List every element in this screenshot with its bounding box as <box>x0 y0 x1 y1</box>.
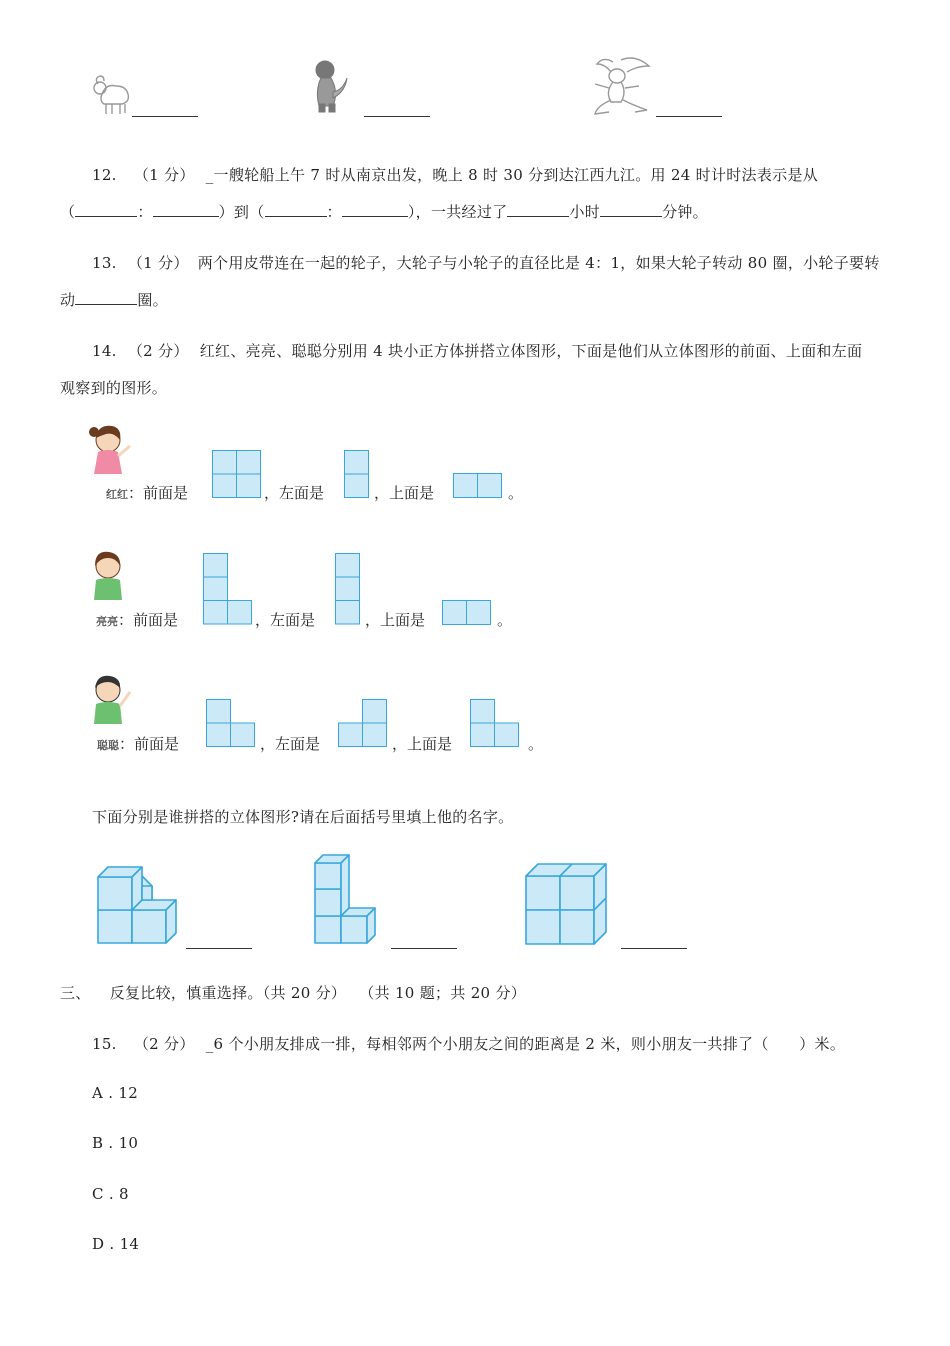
honghong-front-view <box>212 450 262 498</box>
blank-3[interactable] <box>656 116 722 117</box>
q12-paren-open: （ <box>60 203 76 221</box>
liangliang-left-view <box>335 553 361 625</box>
honghong-left-view <box>344 450 370 498</box>
q13-score: （1 分） <box>127 254 189 272</box>
cube-figure-1 <box>96 862 184 946</box>
dog-drawing <box>305 58 355 114</box>
q12-score: （1 分） <box>133 166 195 184</box>
cube-figure-3 <box>524 862 608 946</box>
q12-blank-end-minute[interactable] <box>342 202 408 217</box>
section-3-title: 反复比较，慎重选择。（共 20 分） <box>109 984 347 1002</box>
congcong-front-view <box>206 699 256 747</box>
liangliang-avatar <box>88 548 132 606</box>
q12-elapsed: ），一共经过了 <box>407 203 508 221</box>
cube-blank-1[interactable] <box>186 948 252 949</box>
q12-colon-2: ： <box>326 203 342 221</box>
q12-blank-start-minute[interactable] <box>153 202 219 217</box>
q15-option-d[interactable] <box>92 1235 139 1253</box>
q15-score: （2 分） <box>133 1035 195 1053</box>
q13-number: 13. <box>92 254 117 272</box>
liangliang-top-view <box>442 600 492 626</box>
blank-1[interactable] <box>132 116 198 117</box>
q15-option-c[interactable] <box>92 1185 129 1203</box>
section-3-header <box>60 982 526 1003</box>
cube-blank-3[interactable] <box>621 948 687 949</box>
q12-blank-end-hour[interactable] <box>265 202 327 217</box>
q13-text-b: 圈。 <box>137 291 168 309</box>
q12-colon-1: ： <box>137 203 153 221</box>
congcong-end: 。 <box>528 735 544 753</box>
blank-2[interactable] <box>364 116 430 117</box>
q15-option-a-letter: A <box>92 1084 104 1102</box>
q15-option-b-value: 10 <box>118 1134 139 1152</box>
sheep-drawing <box>88 70 136 118</box>
liangliang-top-text: ，上面是 <box>365 611 426 629</box>
honghong-top-text: ，上面是 <box>374 484 435 502</box>
q13-line1 <box>92 252 880 273</box>
q14-number: 14. <box>92 342 117 360</box>
q15-option-c-letter: C <box>92 1185 104 1203</box>
q13-blank[interactable] <box>75 290 137 305</box>
liangliang-label <box>96 609 178 630</box>
q13-line2 <box>60 289 168 310</box>
honghong-label <box>106 482 188 503</box>
q15-option-c-value: 8 <box>119 1185 129 1203</box>
q15-line <box>92 1033 845 1054</box>
congcong-front-text: ：前面是 <box>119 735 180 753</box>
q12-blank-start-hour[interactable] <box>75 202 137 217</box>
q15-number: 15. <box>92 1035 117 1053</box>
honghong-name: 红红 <box>106 488 128 501</box>
congcong-name: 聪聪 <box>97 739 119 752</box>
congcong-avatar <box>90 672 136 730</box>
honghong-avatar <box>88 422 140 482</box>
honghong-end: 。 <box>508 484 524 502</box>
q12-to: ）到（ <box>218 203 265 221</box>
q15-option-b-sep: . <box>108 1134 114 1152</box>
congcong-label <box>97 733 179 754</box>
q12-blank-hours[interactable] <box>507 202 569 217</box>
honghong-front-text: ：前面是 <box>128 484 189 502</box>
q12-minute-unit: 分钟。 <box>662 203 708 221</box>
congcong-left-view <box>338 699 388 747</box>
liangliang-left-text: ，左面是 <box>255 611 316 629</box>
q15-option-d-value: 14 <box>119 1235 140 1253</box>
liangliang-front-view <box>203 553 253 625</box>
q15-option-a-value: 12 <box>118 1084 139 1102</box>
q15-option-b-letter: B <box>92 1134 104 1152</box>
q14-line2: 观察到的图形。 <box>60 379 168 397</box>
q15-option-a-sep: . <box>108 1084 114 1102</box>
q14-line1 <box>92 340 862 361</box>
liangliang-front-text: ：前面是 <box>118 611 179 629</box>
q15-option-d-letter: D <box>92 1235 105 1253</box>
q14-score: （2 分） <box>127 342 189 360</box>
q14-text: 红红、亮亮、聪聪分别用 4 块小正方体拼搭立体图形，下面是他们从立体图形的前面、上面和左面 <box>199 342 863 360</box>
q15-option-b[interactable] <box>92 1134 138 1152</box>
honghong-top-view <box>453 473 503 499</box>
honghong-left-text: ，左面是 <box>264 484 325 502</box>
q15-option-d-sep: . <box>109 1235 115 1253</box>
q12-number: 12. <box>92 166 117 184</box>
q12-text: _一艘轮船上午 7 时从南京出发，晚上 8 时 30 分到达江西九江。用 24 时计时法表示是从 <box>205 166 819 184</box>
rabbit-drawing <box>585 56 655 118</box>
q15-option-a[interactable] <box>92 1084 138 1102</box>
q13-text-a: 动 <box>60 291 76 309</box>
q12-line2 <box>60 201 708 222</box>
congcong-top-text: ，上面是 <box>392 735 453 753</box>
cube-figure-2 <box>313 853 383 945</box>
q12-blank-minutes[interactable] <box>600 202 662 217</box>
section-3-meta: （共 10 题；共 20 分） <box>359 984 527 1002</box>
q13-text: 两个用皮带连在一起的轮子，大轮子与小轮子的直径比是 4：1，如果大轮子转动 80 圈，小轮子要转 <box>197 254 880 272</box>
liangliang-end: 。 <box>497 611 513 629</box>
congcong-left-text: ，左面是 <box>260 735 321 753</box>
cube-blank-2[interactable] <box>391 948 457 949</box>
q15-option-c-sep: . <box>108 1185 114 1203</box>
q14-question: 下面分别是谁拼搭的立体图形?请在后面括号里填上他的名字。 <box>92 808 514 826</box>
q15-text: _6 个小朋友排成一排，每相邻两个小朋友之间的距离是 2 米，则小朋友一共排了（ ）米。 <box>205 1035 846 1053</box>
q12-hour-unit: 小时 <box>569 203 601 221</box>
congcong-top-view <box>470 699 520 747</box>
section-3-number: 三、 <box>60 984 91 1002</box>
q12-line1 <box>92 164 818 185</box>
liangliang-name: 亮亮 <box>96 615 118 628</box>
